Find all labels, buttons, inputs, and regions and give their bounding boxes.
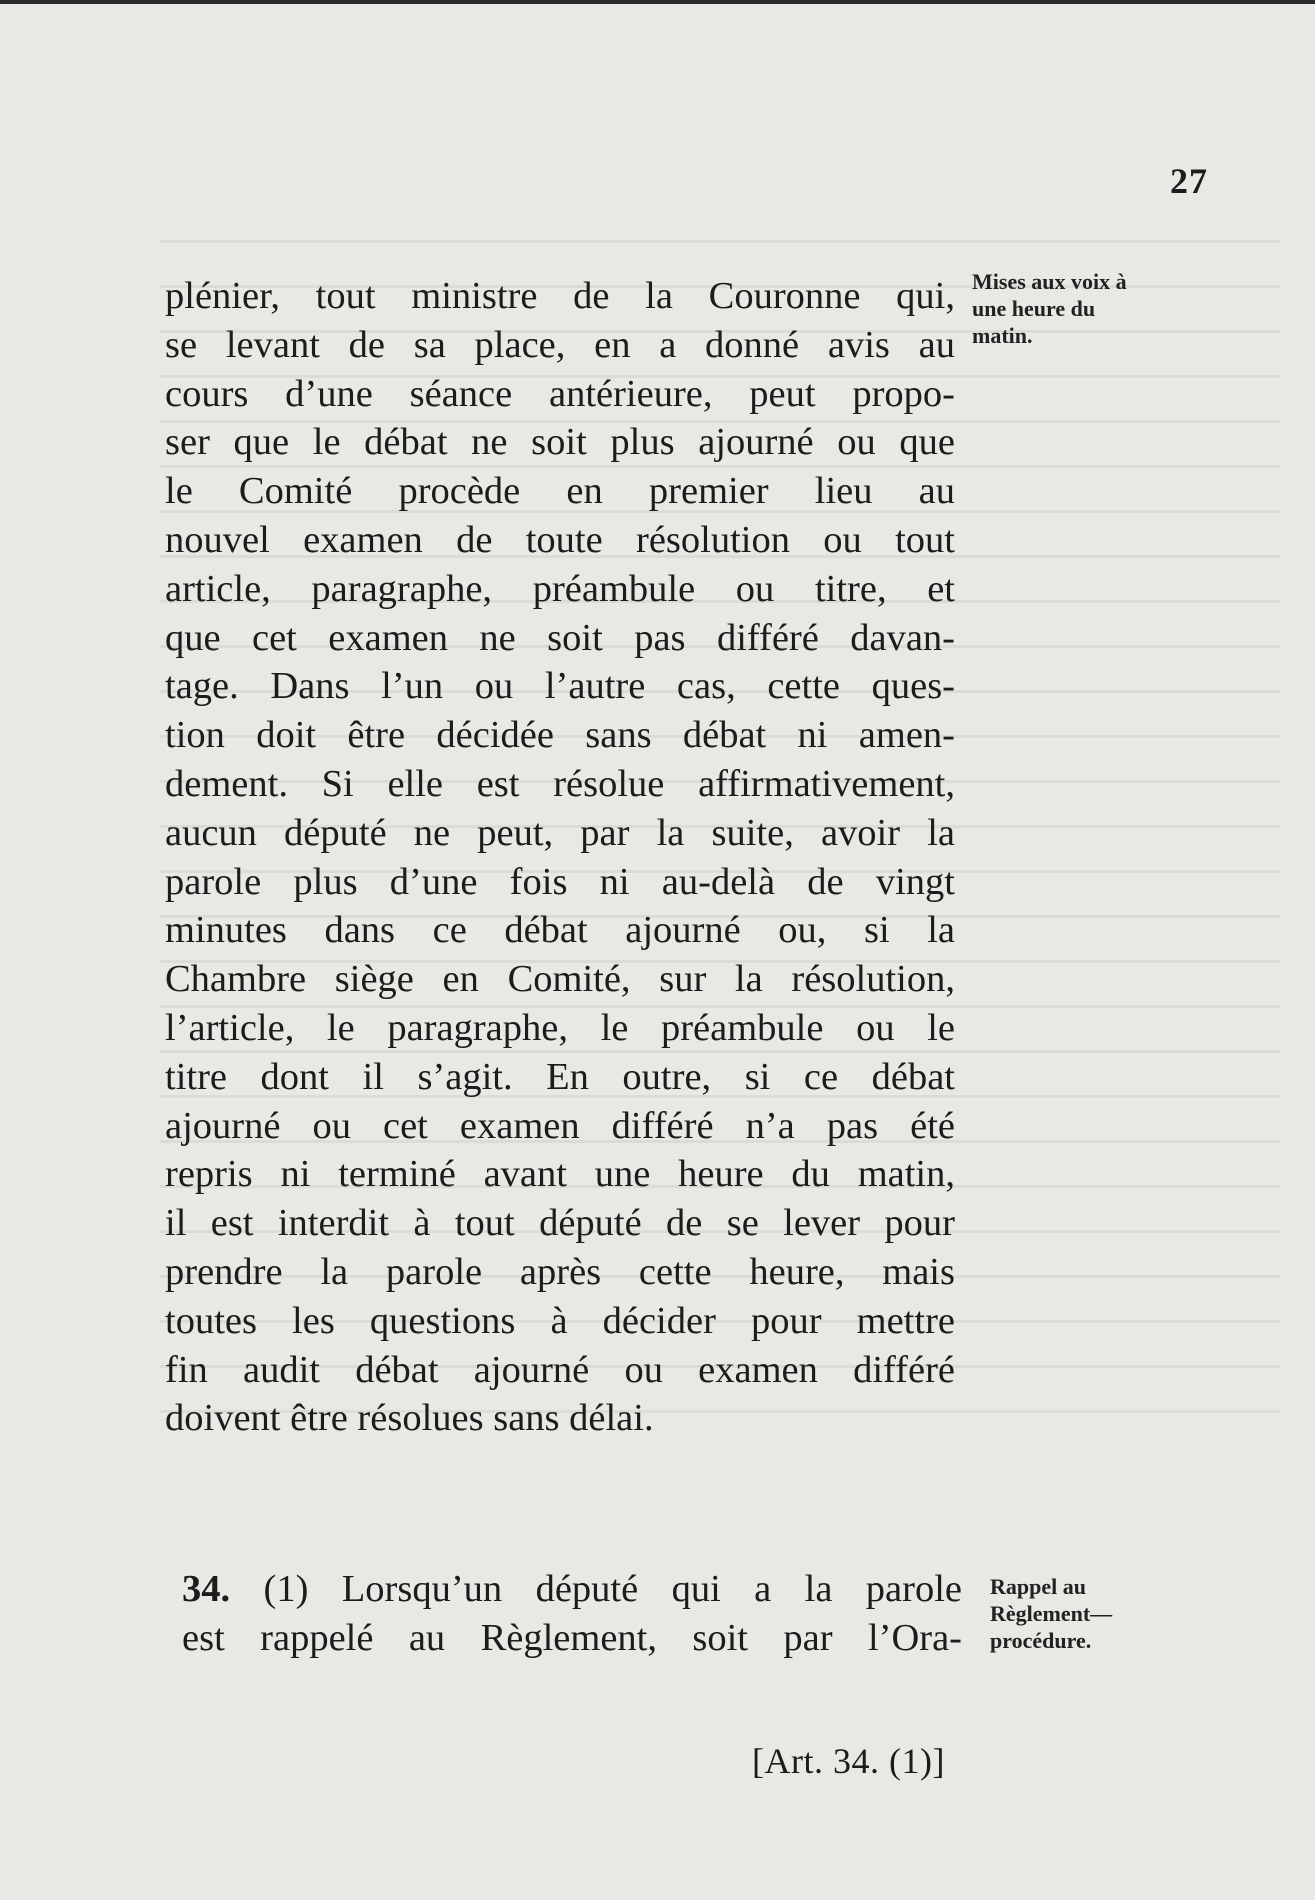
text-line: doivent être résolues sans délai. [165,1397,654,1440]
article-34-second-line: est rappelé au Règlement, soit par l’Ora- [182,1616,962,1659]
text-line: nouvel examen de toute résolution ou tout [165,518,955,561]
text-line: tage. Dans l’un ou l’autre cas, cette ques- [165,665,955,708]
article-34-paragraph [182,1565,962,1663]
text-line: parole plus d’une fois ni au-delà de vingt [165,860,955,903]
text-line: plénier, tout ministre de la Couronne qui, [165,275,955,317]
text-line: le Comité procède en premier lieu au [165,470,955,513]
paragraph-continuation [165,272,955,1443]
margin-note-votes-at-one-am [972,268,1192,349]
text-line: cours d’une séance antérieure, peut propo- [165,372,955,415]
text-line: ser que le débat ne soit plus ajourné ou que [165,421,955,464]
article-number: 34. [182,1568,231,1610]
text-line: minutes dans ce débat ajourné ou, si la [165,909,955,952]
margin-note-line: matin. [972,323,1033,348]
top-edge-rule [0,0,1315,4]
text-line: ajourné ou cet examen différé n’a pas été [165,1104,955,1147]
text-line: Chambre siège en Comité, sur la résolution, [165,958,955,1001]
text-line: se levant de sa place, en a donné avis au [165,323,955,366]
article-34-text: (1) Lorsqu’un député qui a la parole [263,1568,963,1610]
text-line: dement. Si elle est résolue affirmativement, [165,762,955,805]
margin-note-point-of-order [990,1573,1210,1654]
margin-note-line: procédure. [990,1628,1092,1653]
text-line: prendre la parole après cette heure, mais [165,1250,955,1293]
text-line: repris ni terminé avant une heure du matin, [165,1153,955,1196]
page-number: 27 [1170,161,1208,201]
margin-note-line: Règlement— [990,1601,1113,1626]
text-line: tion doit être décidée sans débat ni amen- [165,714,955,757]
text-line: titre dont il s’agit. En outre, si ce débat [165,1055,955,1098]
margin-note-line: une heure du [972,296,1096,321]
text-line: aucun député ne peut, par la suite, avoir la [165,811,955,854]
text-line: article, paragraphe, préambule ou titre, et [165,567,955,610]
text-line: fin audit débat ajourné ou examen différé [165,1348,955,1391]
text-line: l’article, le paragraphe, le préambule ou le [165,1006,955,1049]
margin-note-line: Mises aux voix à [972,269,1127,294]
text-line: toutes les questions à décider pour mettre [165,1299,955,1342]
footer-article-reference: [Art. 34. (1)] [752,1741,945,1781]
margin-note-line: Rappel au [990,1574,1086,1599]
text-line: que cet examen ne soit pas différé davan- [165,616,955,659]
article-34-first-line [182,1565,962,1614]
text-line: il est interdit à tout député de se lever pour [165,1202,955,1245]
